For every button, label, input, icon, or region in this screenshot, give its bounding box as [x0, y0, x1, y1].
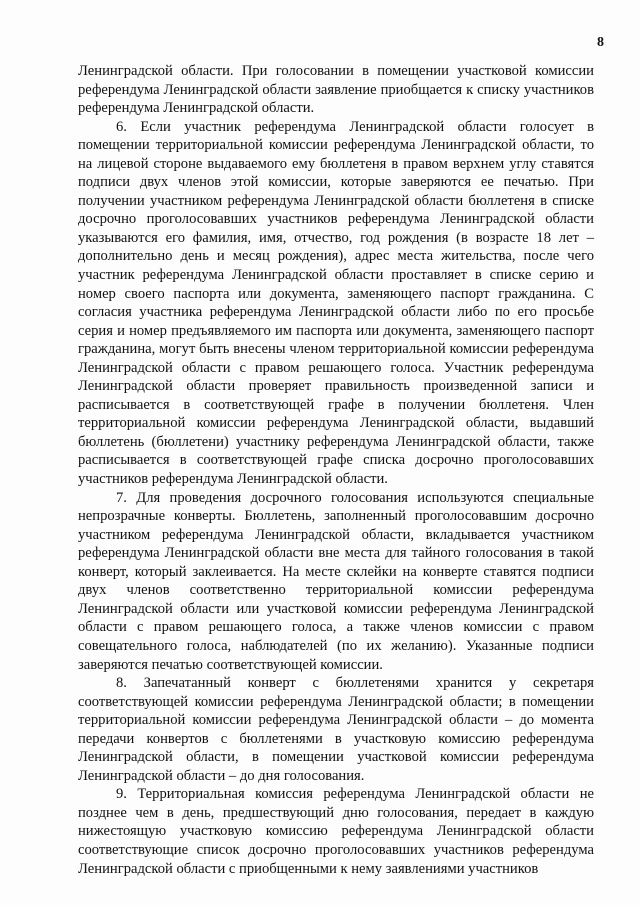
paragraph-item-9: 9. Территориальная комиссия референдума Ленинградской области не позднее чем в день, предшествующий дню голосования, передает в каждую нижестоящую участковую комиссию референдума Ленинградской области соответствующие список досрочно проголосовавших участников референдума Ленинградской области с приобщенными к нему заявлениями участников: [78, 786, 594, 877]
document-body: [78, 62, 594, 878]
page-number: 8: [597, 35, 604, 50]
paragraph-item-6: 6. Если участник референдума Ленинградской области голосует в помещении территориальной комиссии референдума Ленинградской области, то на лицевой стороне выдаваемого ему бюллетеня в правом верхнем углу ставятся подписи двух членов этой комиссии, которые заверяются ее печатью. При получении участником референдума Ленинградской области бюллетеня в списке досрочно проголосовавших участников референдума Ленинградской области указываются его фамилия, имя, отчество, год рождения (в возрасте 18 лет – дополнительно день и месяц рождения), адрес места жительства, после чего участник референдума Ленинградской области проставляет в списке серию и номер своего паспорта или документа, заменяющего паспорт гражданина. С согласия участника референдума Ленинградской области либо по его просьбе серия и номер предъявляемого им паспорта или документа, заменяющего паспорт гражданина, могут быть внесены членом территориальной комиссии референдума Ленинградской области с правом решающего голоса. Участник референдума Ленинградской области проверяет правильность произведенной записи и расписывается в соответствующей графе в получении бюллетеня. Член территориальной комиссии референдума Ленинградской области, выдавший бюллетень (бюллетени) участнику референдума Ленинградской области, также расписывается в соответствующей графе списка досрочно проголосовавших участников референдума Ленинградской области.: [78, 118, 594, 488]
paragraph-continuation: Ленинградской области. При голосовании в помещении участковой комиссии референдума Ленинградской области заявление приобщается к списку участников референдума Ленинградской области.: [78, 63, 594, 117]
paragraph-item-7: 7. Для проведения досрочного голосования используются специальные непрозрачные конверты. Бюллетень, заполненный проголосовавшим досрочно участником референдума Ленинградской области, вкладывается участником референдума Ленинградской области вне места для тайного голосования в такой конверт, который заклеивается. На месте склейки на конверте ставятся подписи двух членов соответственно территориальной комиссии референдума Ленинградской области или участковой комиссии референдума Ленинградской области с правом решающего голоса, а также членов комиссии с правом совещательного голоса, наблюдателей (по их желанию). Указанные подписи заверяются печатью соответствующей комиссии.: [78, 489, 594, 673]
paragraph-item-8: 8. Запечатанный конверт с бюллетенями хранится у секретаря соответствующей комиссии референдума Ленинградской области; в помещении территориальной комиссии референдума Ленинградской области – до момента передачи конвертов с бюллетенями в участковую комиссию референдума Ленинградской области, в помещении участковой комиссии референдума Ленинградской области – до дня голосования.: [78, 675, 594, 784]
